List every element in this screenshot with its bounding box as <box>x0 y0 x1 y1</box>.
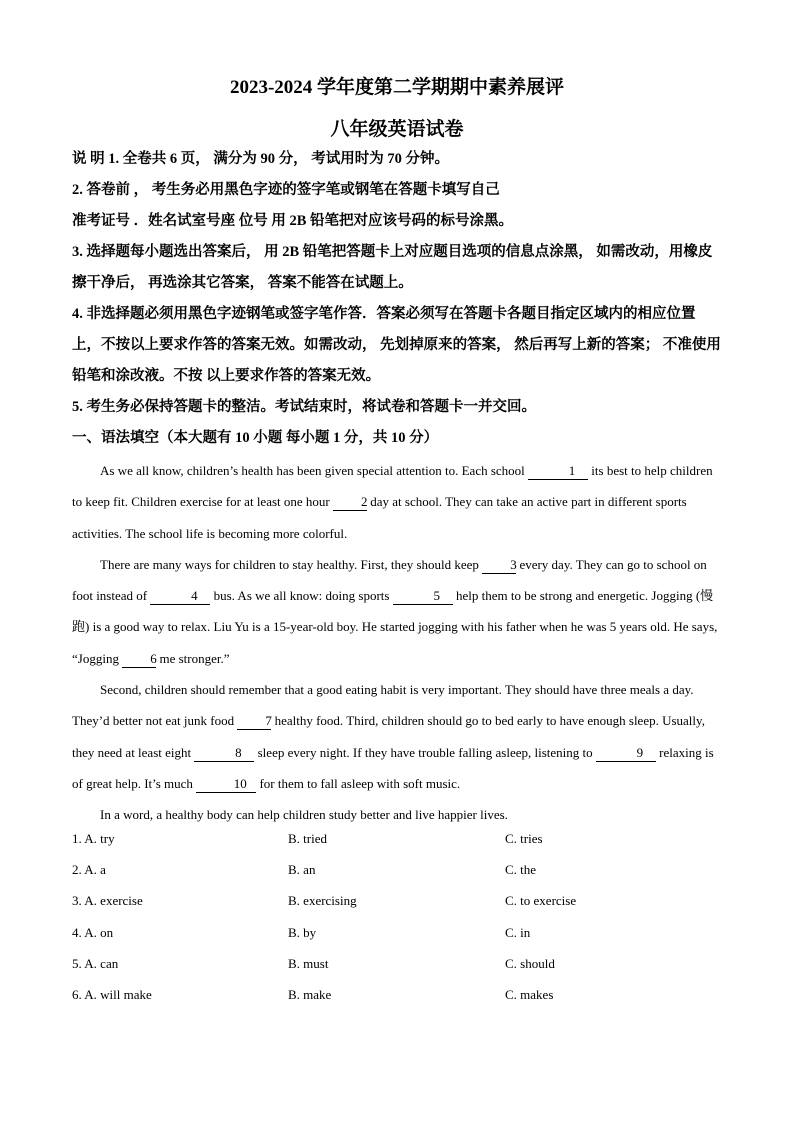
exam-subtitle: 八年级英语试卷 <box>330 119 464 140</box>
passage-text: me stronger.” <box>156 650 230 666</box>
option-b: B. an <box>288 862 316 878</box>
option-a: 3. A. exercise <box>72 893 143 909</box>
option-b: B. must <box>288 955 329 971</box>
blank-9: 9 <box>596 745 656 762</box>
option-row <box>72 893 724 924</box>
blank-3: 3 <box>482 557 516 574</box>
option-c: C. the <box>505 862 537 878</box>
section-heading: 一、语法填空（本大题有 10 小题 每小题 1 分，共 10 分） <box>72 430 439 446</box>
passage-text: Second, children should remember that a good eating habit is very important. They should have three meals a day. They’d better not eat junk food <box>72 682 694 729</box>
instruction-line: 5. 考生务必保持答题卡的整洁。考试结束时，将试卷和答题卡一并交回。 <box>72 399 536 415</box>
instruction-line: 2. 答卷前 ， 考生务必用黑色字迹的签字笔或钢笔在答题卡填写自己 <box>72 182 500 198</box>
option-b: B. tried <box>288 831 327 846</box>
answer-options <box>72 831 724 1018</box>
instructions <box>72 144 724 454</box>
instruction-line: 3. 选择题每小题选出答案后， 用 2B 铅笔把答题卡上对应题目选项的信息点涂黑， 如需改动，用橡皮擦干净后， 再选涂其它答案， 答案不能答在试题上。 <box>72 244 713 291</box>
passage-paragraph <box>72 674 724 799</box>
passage-text: bus. As we all know: doing sports <box>210 588 393 604</box>
passage-text: its best to help children to keep fit. Children exercise for at least one hour <box>72 463 713 510</box>
option-b: B. exercising <box>288 893 357 909</box>
blank-2: 2 <box>333 494 367 511</box>
blank-10: 10 <box>196 776 256 793</box>
option-c: C. to exercise <box>505 893 577 909</box>
passage-text: day at school. They can take an active part in different sports activities. The school life is becoming more colorful. <box>72 494 687 541</box>
option-a: 5. A. can <box>72 955 119 971</box>
passage-text: for them to fall asleep with soft music. <box>256 775 461 791</box>
option-row <box>72 925 724 956</box>
passage-paragraph: In a word, a healthy body can help children study better and live happier lives. <box>100 807 508 823</box>
passage-text: help them to be strong and energetic. Jogging (慢跑) is a good way to relax. Liu Yu is a 15-year-old boy. He started jogging with his father when he was 5 years old. He says, “Jogging <box>72 588 718 666</box>
option-a: 6. A. will make <box>72 986 152 1002</box>
option-c: C. in <box>505 924 531 940</box>
instruction-line: 准考证号 ．姓名试室号座 位号 用 2B 铅笔把对应该号码的标号涂黑。 <box>72 213 514 229</box>
passage-text: every day. They can go to school on foot instead of <box>72 556 707 604</box>
exam-title: 2023-2024 学年度第二学期期中素养展评 <box>229 77 565 98</box>
option-a: 1. A. try <box>72 831 115 846</box>
blank-7: 7 <box>237 713 271 730</box>
cloze-passage <box>72 455 724 831</box>
instruction-line: 4. 非选择题必须用黑色字迹钢笔或签字笔作答．答案必须写在答题卡各题目指定区域内的相应位置上，不按以上要求作答的答案无效。如需改动， 先划掉原来的答案， 然后再写上新的答案； 不准使用铅笔和涂改液。不按 以上要求作答的答案无效。 <box>72 306 721 384</box>
passage-paragraph <box>72 455 724 549</box>
option-c: C. should <box>505 955 555 971</box>
blank-1: 1 <box>528 463 588 480</box>
passage-paragraph <box>72 549 724 674</box>
blank-6: 6 <box>122 651 156 668</box>
option-row <box>72 862 724 893</box>
passage-text: healthy food. Third, children should go to bed early to have enough sleep. Usually, they need at least eight <box>72 713 705 760</box>
option-row <box>72 987 724 1018</box>
blank-4: 4 <box>150 588 210 605</box>
passage-text: There are many ways for children to stay healthy. First, they should keep <box>100 556 483 572</box>
option-row <box>72 956 724 987</box>
blank-8: 8 <box>194 745 254 762</box>
option-c: C. makes <box>505 986 554 1002</box>
instruction-line: 说 明 1. 全卷共 6 页， 满分为 90 分， 考试用时为 70 分钟。 <box>72 151 449 167</box>
option-b: B. make <box>288 986 332 1002</box>
option-b: B. by <box>288 924 317 940</box>
option-row <box>72 831 724 862</box>
passage-text: As we all know, children’s health has been given special attention to. Each school <box>100 463 529 478</box>
passage-text: sleep every night. If they have trouble falling asleep, listening to <box>254 744 596 760</box>
option-a: 4. A. on <box>72 924 114 940</box>
option-a: 2. A. a <box>72 862 106 878</box>
blank-5: 5 <box>393 588 453 605</box>
option-c: C. tries <box>505 831 543 846</box>
passage-text: relaxing is of great help. It’s much <box>72 744 714 791</box>
